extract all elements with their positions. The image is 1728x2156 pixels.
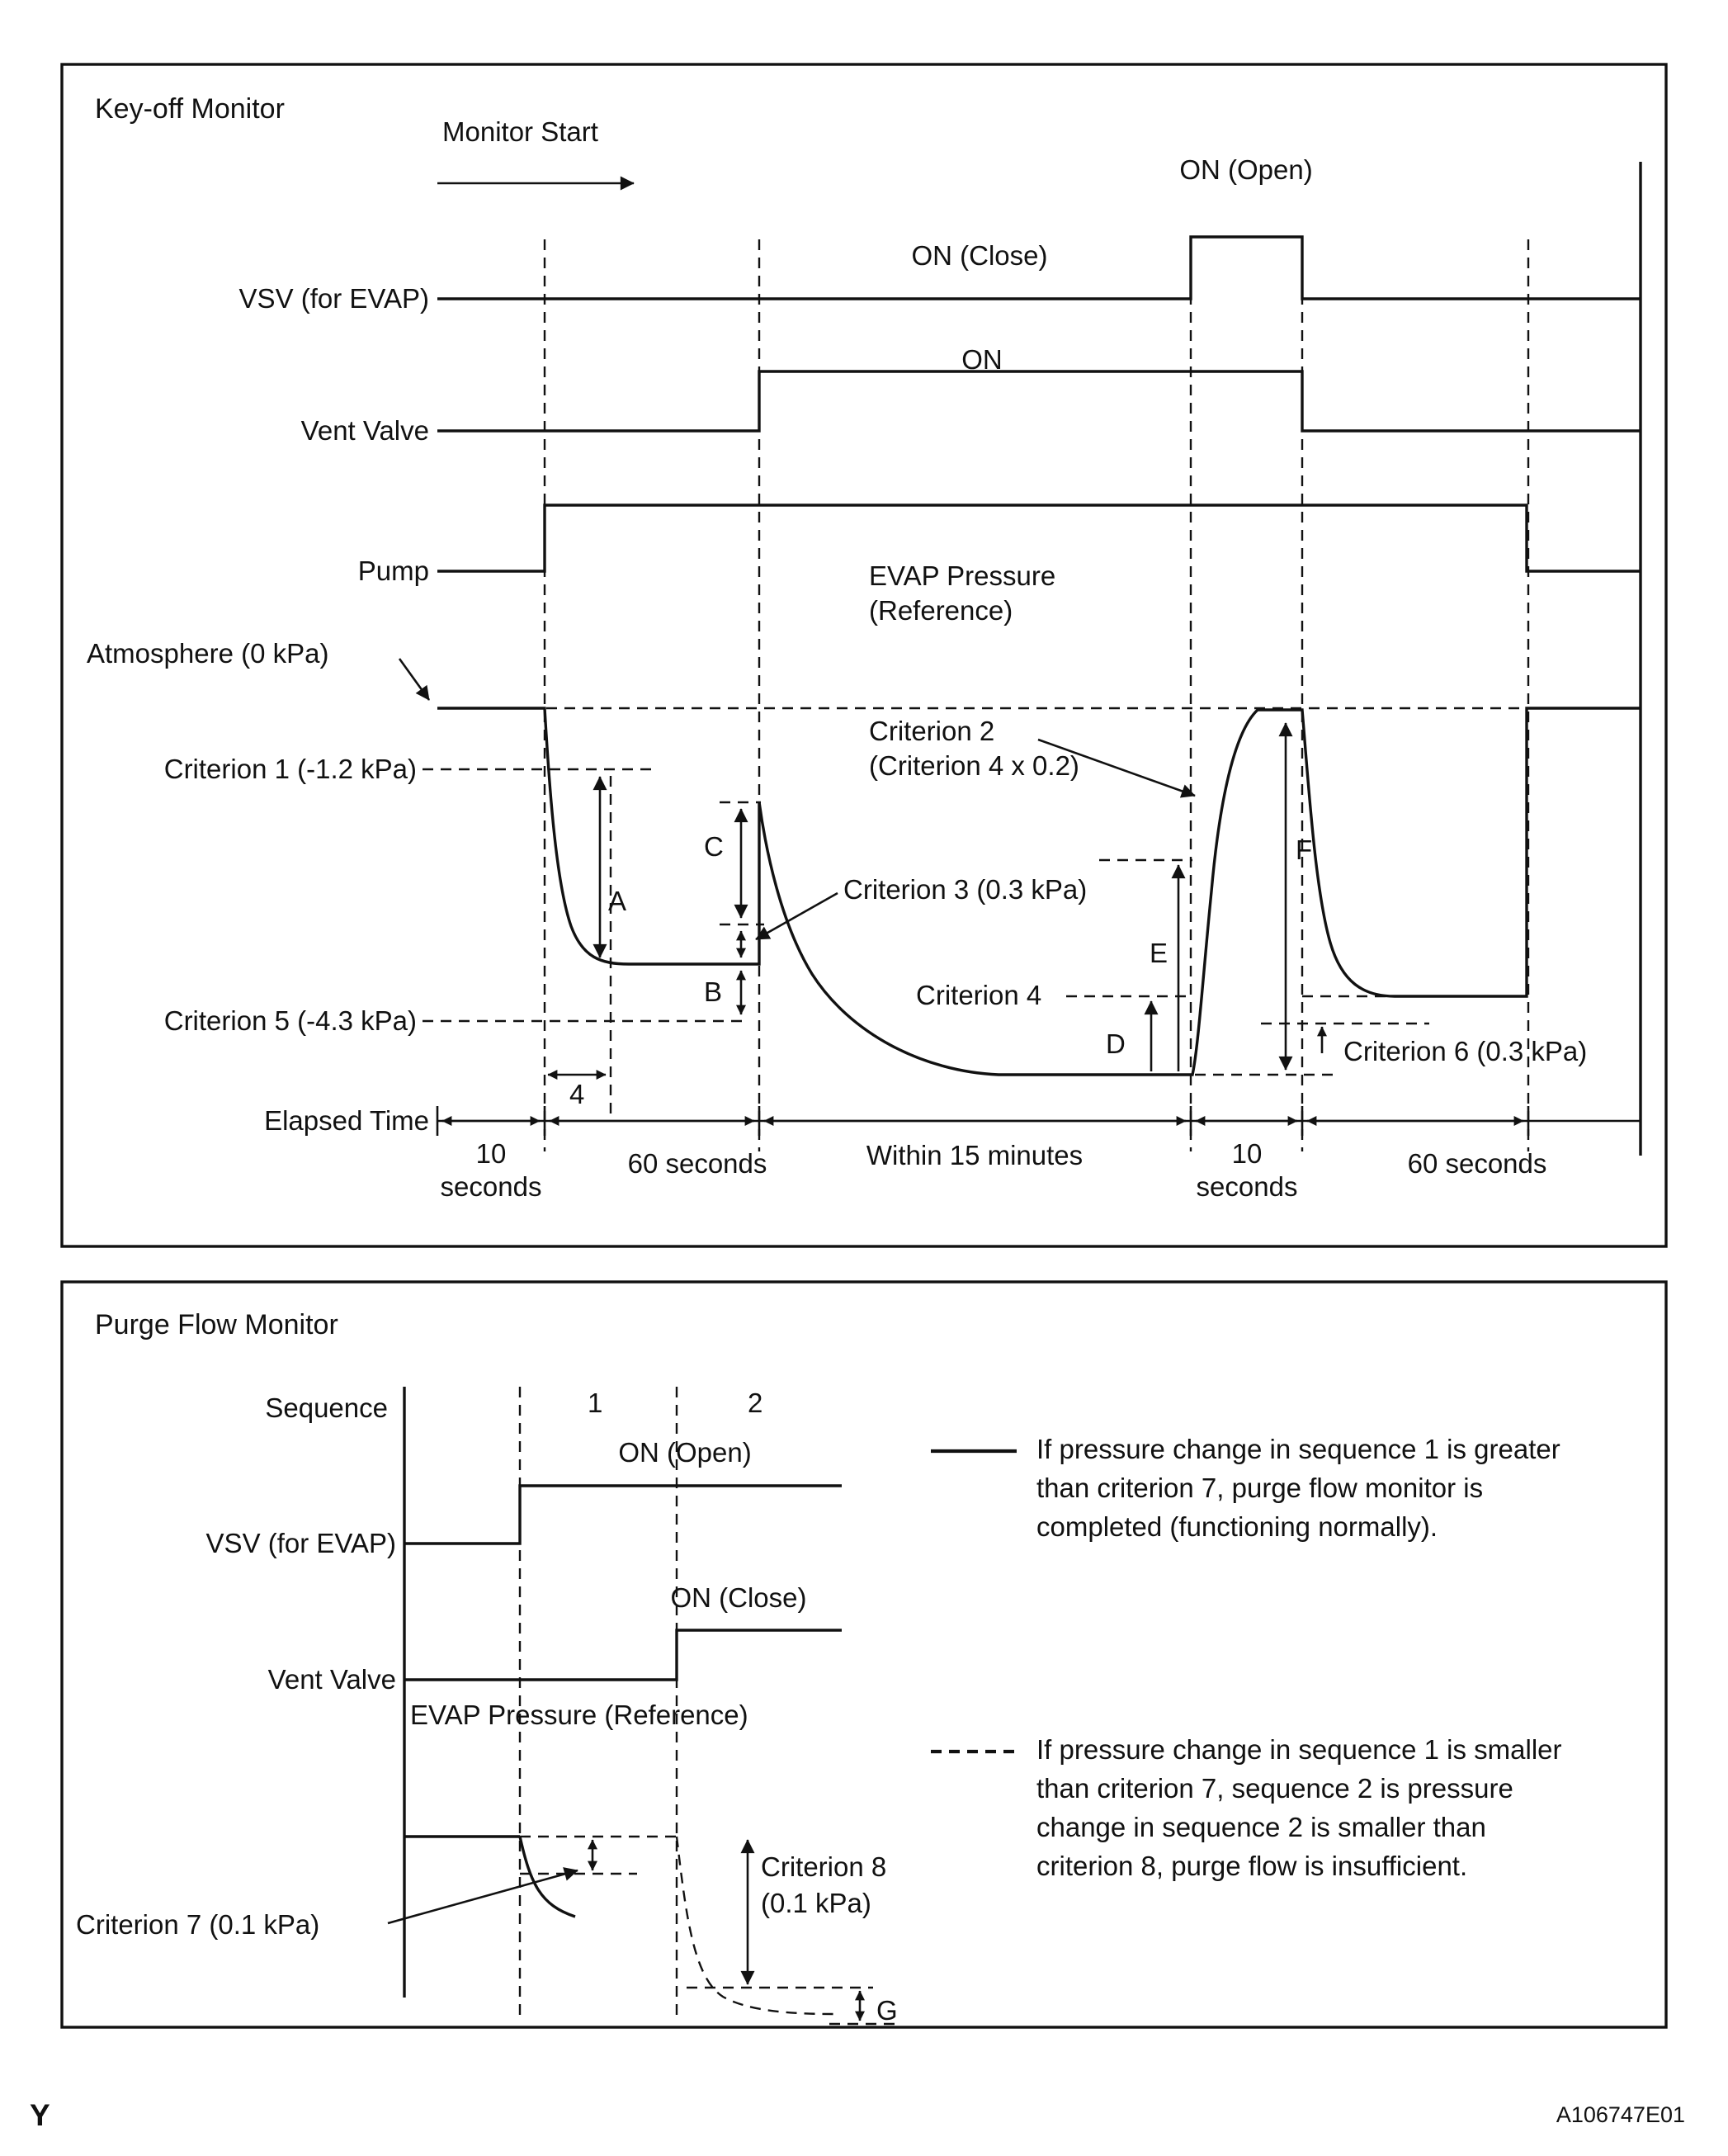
criterion2-label-line2: (Criterion 4 x 0.2)	[869, 750, 1079, 781]
purge-evap-pressure-label: EVAP Pressure (Reference)	[410, 1700, 748, 1730]
criterion8-label-line2: (0.1 kPa)	[761, 1888, 871, 1918]
vent-valve-waveform	[437, 371, 1641, 431]
vent-on-label: ON	[961, 344, 1003, 375]
marker-f: F	[1296, 835, 1313, 865]
time-seg-10s-2: 10 seconds	[1196, 1138, 1298, 1203]
time-seg-60s-1: 60 seconds	[627, 1148, 767, 1179]
sequence-1-label: 1	[588, 1388, 603, 1418]
pump-signal-label: Pump	[357, 556, 429, 586]
sequence-2-label: 2	[748, 1388, 763, 1418]
purge-vsv-signal-label: VSV (for EVAP)	[205, 1528, 396, 1558]
purge-vent-signal-label: Vent Valve	[267, 1664, 396, 1695]
marker-a: A	[608, 886, 627, 916]
marker-g: G	[876, 1995, 898, 2026]
criterion2-label-line1: Criterion 2	[869, 716, 995, 746]
vsv-on-open-label: ON (Open)	[1179, 154, 1313, 185]
figure-id: A106747E01	[1556, 2102, 1685, 2127]
criterion4-label: Criterion 4	[916, 980, 1042, 1010]
elapsed-time-label: Elapsed Time	[264, 1105, 429, 1136]
time-seg-10s-1: 10 seconds	[440, 1138, 542, 1203]
keyoff-title: Key-off Monitor	[95, 93, 285, 125]
criterion7-pointer-arrow	[388, 1870, 578, 1923]
criterion3-label: Criterion 3 (0.3 kPa)	[843, 874, 1088, 905]
criterion3-pointer-arrow	[756, 893, 838, 939]
time-seg-15min: Within 15 minutes	[866, 1140, 1084, 1170]
criterion5-label: Criterion 5 (-4.3 kPa)	[163, 1005, 417, 1036]
evap-pressure-label-line1: EVAP Pressure	[869, 560, 1056, 591]
vsv-on-close-label: ON (Close)	[911, 240, 1048, 271]
elapsed-time-axis	[437, 1106, 1641, 1136]
marker-b: B	[704, 976, 723, 1007]
atmosphere-pointer-arrow	[399, 659, 429, 700]
measurement-arrows	[399, 659, 1322, 1075]
marker-4sec: 4	[569, 1079, 585, 1109]
vent-signal-label: Vent Valve	[300, 415, 429, 446]
marker-d: D	[1106, 1028, 1126, 1059]
footer-page-marker: Y	[30, 2098, 50, 2132]
note-dashed-line: If pressure change in sequence 1 is smaller than criterion 7, sequence 2 is pressure change in sequence 2 is smaller than criterion 8, purge flow is insufficient.	[1036, 1734, 1562, 1881]
marker-c: C	[704, 831, 724, 862]
sequence-label: Sequence	[265, 1392, 388, 1423]
criterion6-label: Criterion 6 (0.3 kPa)	[1343, 1036, 1588, 1066]
monitor-start-label: Monitor Start	[442, 116, 598, 147]
marker-e: E	[1150, 938, 1169, 968]
purge-pressure-solid-drop	[520, 1837, 575, 1917]
evap-pressure-label-line2: (Reference)	[869, 595, 1013, 626]
criterion8-label-line1: Criterion 8	[761, 1851, 887, 1882]
purge-vent-waveform	[404, 1630, 842, 1680]
criterion-reference-lines	[423, 769, 1429, 1116]
criterion1-label: Criterion 1 (-1.2 kPa)	[163, 754, 417, 784]
purge-title: Purge Flow Monitor	[95, 1309, 338, 1340]
atmosphere-label: Atmosphere (0 kPa)	[87, 638, 329, 669]
purge-vsv-on-open-label: ON (Open)	[618, 1437, 752, 1468]
vsv-signal-label: VSV (for EVAP)	[238, 283, 429, 314]
time-seg-60s-2: 60 seconds	[1407, 1148, 1547, 1179]
criterion7-label: Criterion 7 (0.1 kPa)	[76, 1909, 320, 1940]
note-solid-line: If pressure change in sequence 1 is greater than criterion 7, purge flow monitor is completed (functioning normally).	[1036, 1434, 1560, 1542]
purge-vent-on-close-label: ON (Close)	[670, 1582, 807, 1613]
purge-vsv-waveform	[404, 1486, 842, 1544]
